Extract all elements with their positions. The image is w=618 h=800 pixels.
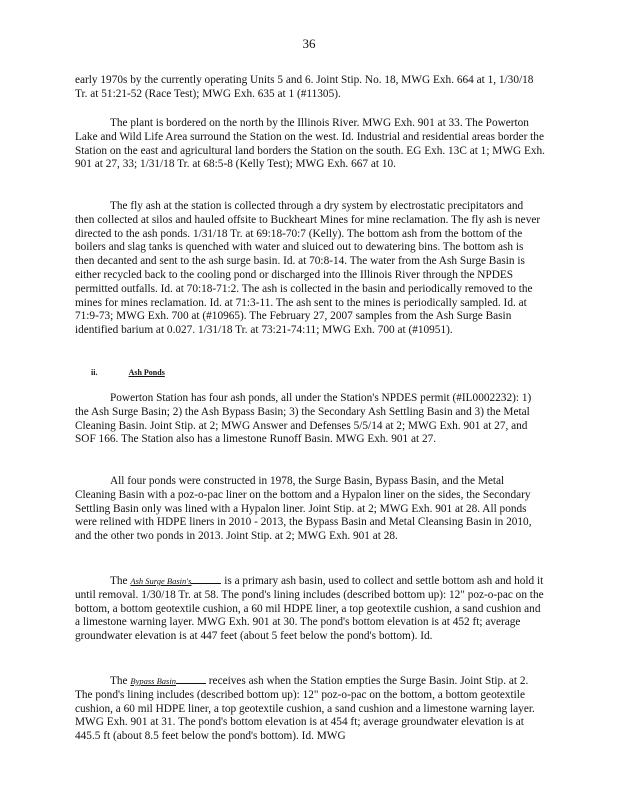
bypass-basin-term: Bypass Basin <box>130 676 176 686</box>
surge-basin-lead: The <box>110 575 131 587</box>
paragraph-ash-ponds-overview: Powerton Station has four ash ponds, all under the Station's NPDES permit (#IL0002232): 1) the Ash Surge Basin; 2) the Ash Bypass Basin; 3) the Secondary Ash Settling Basin and 3) the Metal Cleaning Basin. Joint Stip. at 2; MWG Answer and Defenses 5/5/14 at 2; MWG Exh. 901 at 27, and SOF 166. The Station also has a limestone Runoff Basin. MWG Exh. 901 at 27. <box>75 392 532 446</box>
paragraph-surge-basin <box>75 573 545 644</box>
surge-basin-text: is a primary ash basin, used to collect and settle bottom ash and hold it until removal. 1/30/18 Tr. at 58. The pond's lining includes (described bottom up): 12" poz-o-pac on the bottom, a bottom geotextile cushion, a 60 mil HDPE liner, a top geotextile cushion, a sand cushion and a limestone warning layer. MWG Exh. 901 at 30. The pond's bottom elevation is at 452 ft; average groundwater elevation is at 447 feet (about 5 feet below the pond's bottom). Id. <box>75 575 544 643</box>
page-number: 36 <box>302 36 316 51</box>
surge-basin-term: Ash Surge Basin's <box>130 576 192 586</box>
blank-line <box>176 673 206 684</box>
section-title: Ash Ponds <box>128 368 165 377</box>
paragraph-fly-ash: The fly ash at the station is collected through a dry system by electrostatic precipitators and then collected at silos and hauled offsite to Buckheart Mines for mine reclamation. The fly ash is never directed to the ash ponds. 1/31/18 Tr. at 69:18-70:7 (Kelly). The bottom ash from the bottom of the boilers and slag tanks is quenched with water and sluiced out to dewatering bins. The bottom ash is then decanted and sent to the ash surge basin. Id. at 70:8-14. The water from the Ash Surge Basin is either recycled back to the cooling pond or discharged into the Illinois River through the NPDES permitted outfalls. Id. at 70:18-71:2. The ash is collected in the basin and periodically removed to the mines for mines reclamation. Id. at 71:3-11. The ash sent to the mines is periodically sampled. Id. at 71:9-73; MWG Exh. 700 at (#10965). The February 27, 2007 samples from the Ash Surge Basin identified barium at 0.027. 1/31/18 Tr. at 73:21-74:11; MWG Exh. 700 at (#10951). <box>75 200 541 337</box>
paragraph-plant-borders: The plant is bordered on the north by the Illinois River. MWG Exh. 901 at 33. The Powerton Lake and Wild Life Area surround the Station on the west. Id. Industrial and residential areas border the Station on the east and agricultural land borders the Station on the south. EG Exh. 13C at 1; MWG Exh. 901 at 27, 33; 1/31/18 Tr. at 68:5-8 (Kelly Test); MWG Exh. 667 at 10. <box>75 117 545 171</box>
paragraph-continued: early 1970s by the currently operating Units 5 and 6. Joint Stip. No. 18, MWG Exh. 664 at 1, 1/30/18 Tr. at 51:21-52 (Race Test); MWG Exh. 635 at 1 (#11305). <box>75 74 534 100</box>
section-heading <box>91 368 165 377</box>
paragraph-bypass-basin <box>75 673 545 744</box>
paragraph-pond-construction: All four ponds were constructed in 1978, the Surge Basin, Bypass Basin, and the Metal Cleaning Basin with a poz-o-pac liner on the bottom and a Hypalon liner on the sides, the Secondary Settling Basin only was lined with a Hypalon liner. Joint Stip. at 2; MWG Exh. 901 at 28. All ponds were relined with HDPE liners in 2010 - 2013, the Bypass Basin and Metal Cleansing Basin in 2010, and the other two ponds in 2013. Joint Stip. at 2; MWG Exh. 901 at 28. <box>75 475 532 543</box>
section-number: ii. <box>91 368 98 377</box>
blank-line <box>191 573 221 584</box>
bypass-basin-text: receives ash when the Station empties the Surge Basin. Joint Stip. at 2. The pond's lining includes (described bottom up): 12" poz-o-pac on the bottom, a bottom geotextile cushion, a 60 mil HDPE liner, a top geotextile cushion, a sand cushion and a limestone warning layer. MWG Exh. 901 at 31. The pond's bottom elevation is at 454 ft; average groundwater elevation is at 445.5 ft (about 8.5 feet below the pond's bottom). Id. MWG <box>75 675 535 743</box>
bypass-basin-lead: The <box>110 675 131 687</box>
